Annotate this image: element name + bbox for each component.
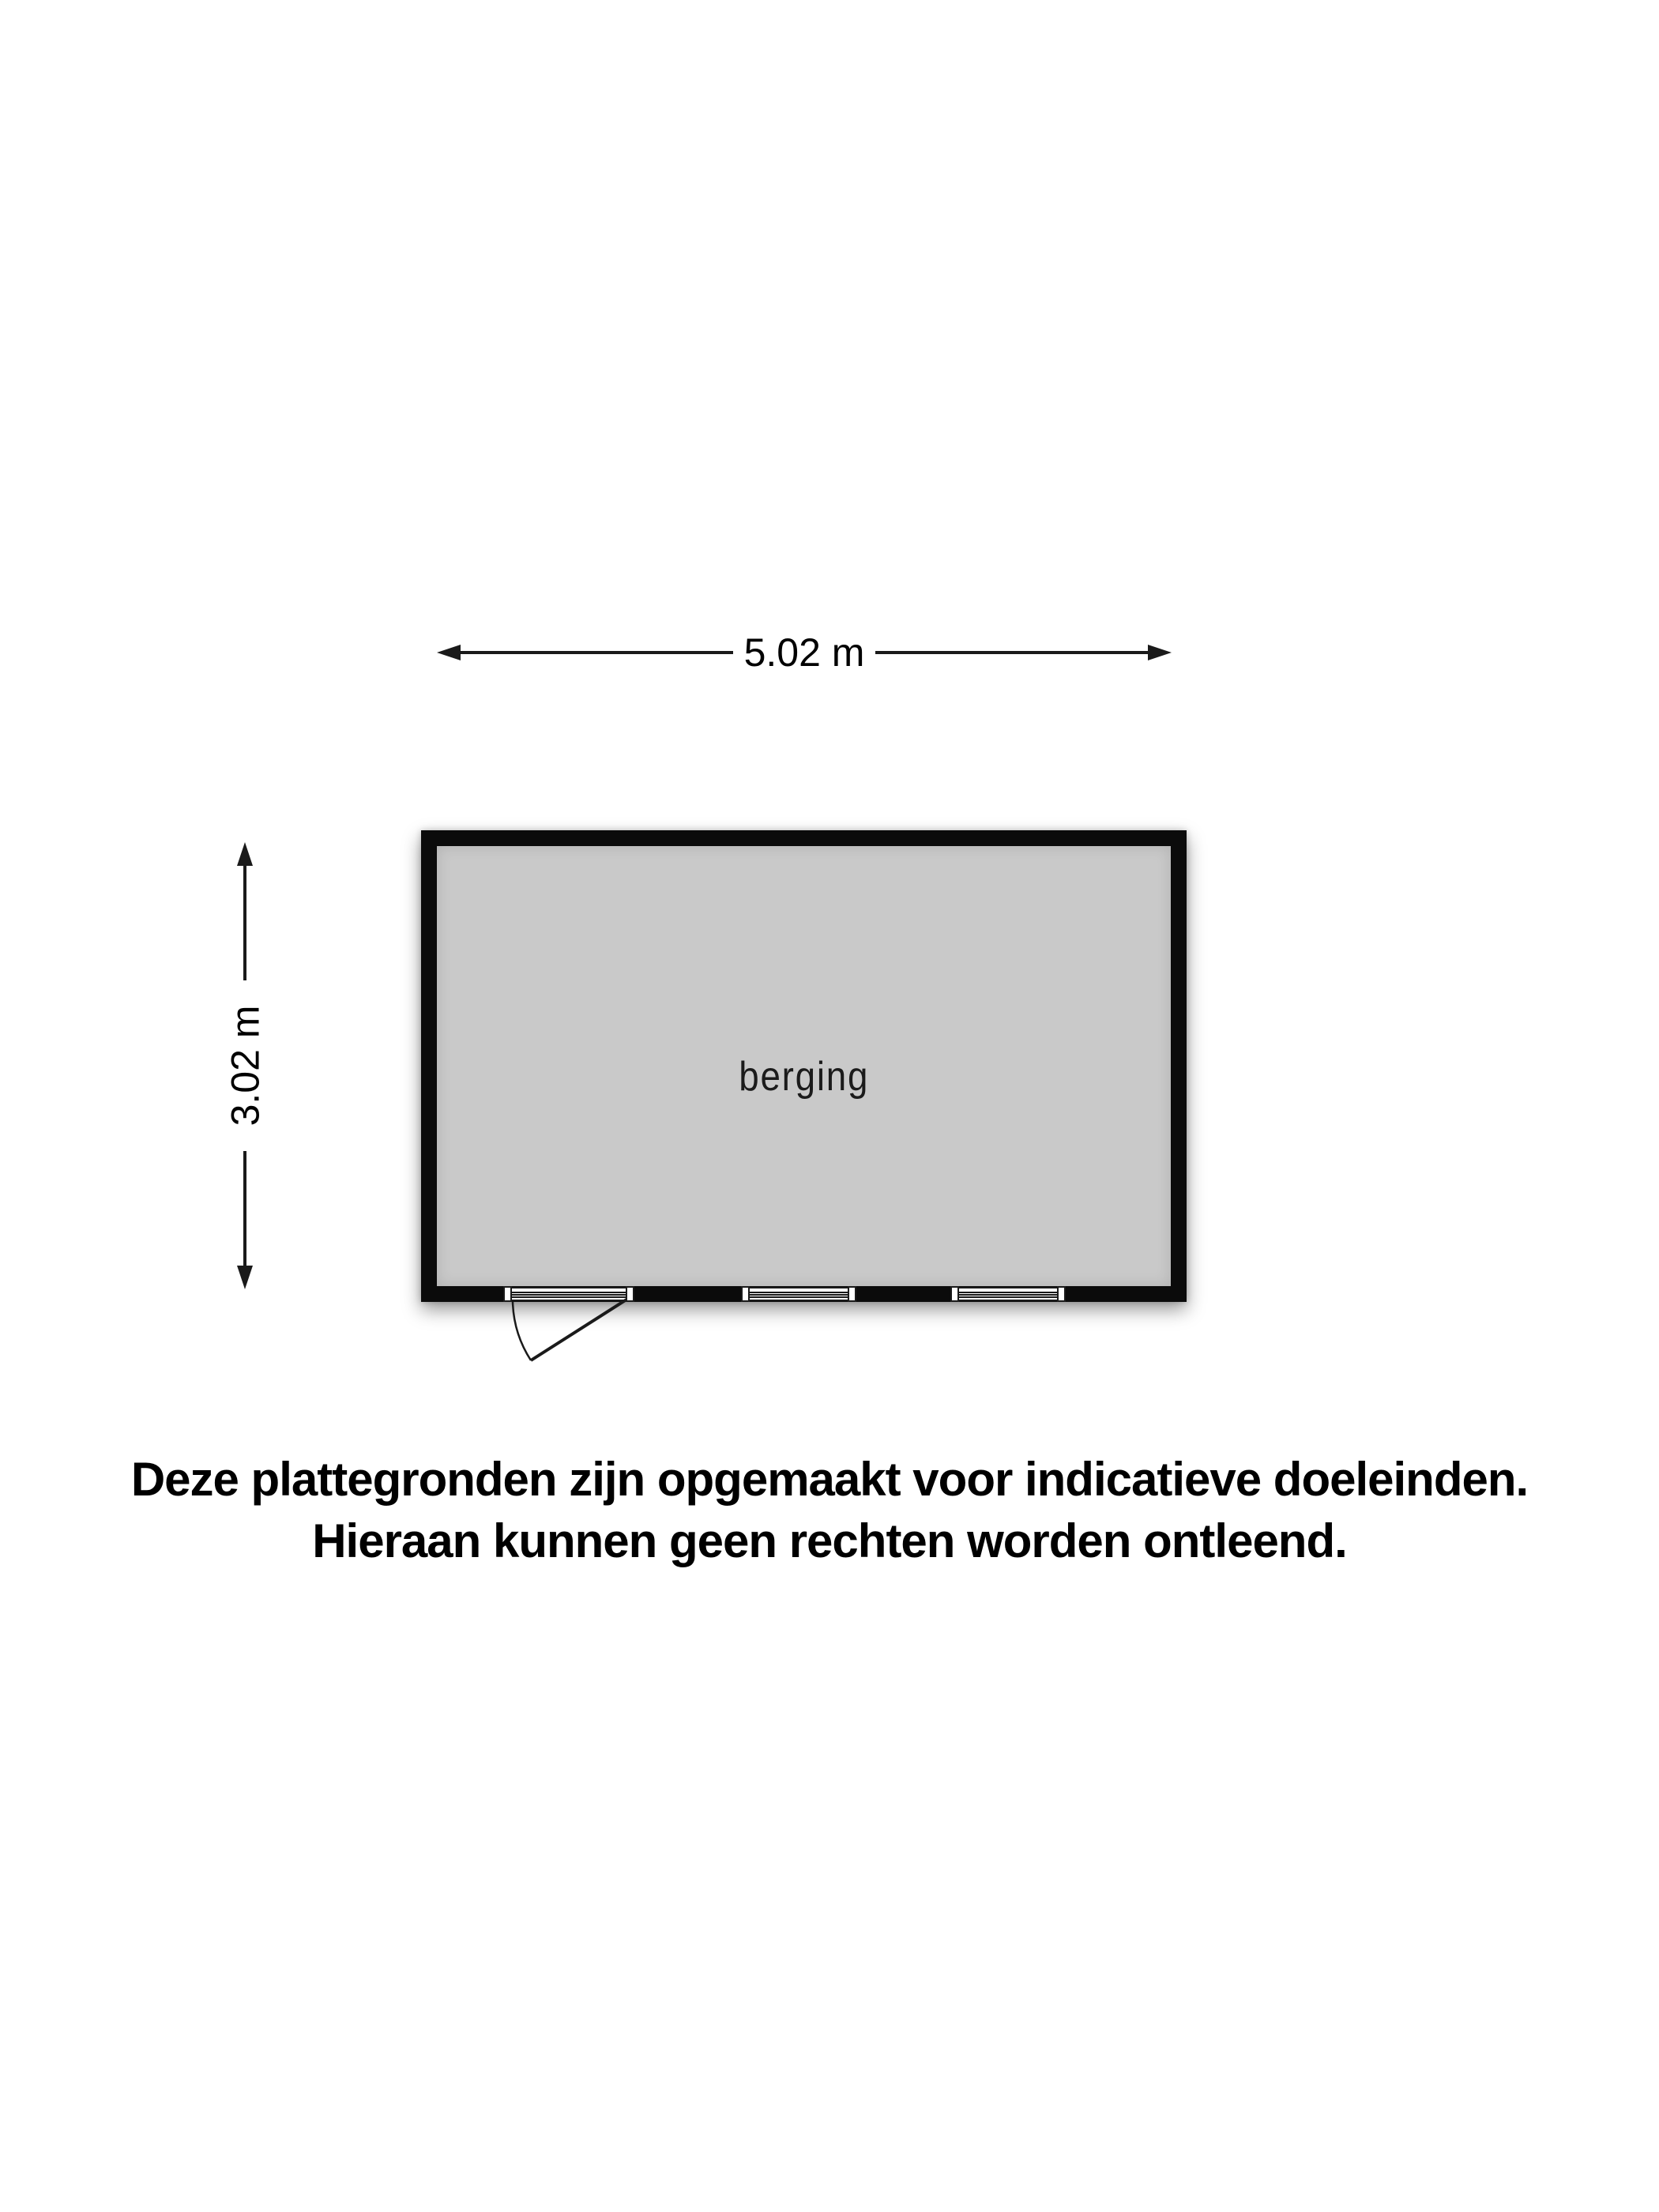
room-label: berging — [739, 1053, 869, 1100]
window-1 — [750, 1287, 848, 1301]
arrowhead-down-icon — [237, 1266, 253, 1289]
door-swing-icon — [474, 1280, 695, 1406]
height-dimension — [223, 842, 267, 1289]
arrowhead-right-icon — [1148, 645, 1172, 660]
dimension-line — [243, 866, 246, 980]
arrowhead-left-icon — [437, 645, 461, 660]
dimension-line — [243, 1151, 246, 1266]
dimension-line — [875, 651, 1148, 654]
disclaimer-line-2: Hieraan kunnen geen rechten worden ontleend. — [312, 1514, 1347, 1567]
room-berging — [421, 830, 1187, 1302]
width-dimension — [437, 632, 1172, 673]
disclaimer — [0, 1449, 1659, 1572]
disclaimer-line-1: Deze plattegronden zijn opgemaakt voor indicatieve doeleinden. — [130, 1453, 1529, 1506]
window-2-jamb-left — [950, 1286, 959, 1302]
height-dimension-label-wrap — [223, 980, 267, 1151]
dimension-line — [461, 651, 733, 654]
arrowhead-up-icon — [237, 842, 253, 866]
window-2 — [959, 1287, 1057, 1301]
window-1-jamb-left — [741, 1286, 750, 1302]
window-1-jamb-right — [848, 1286, 856, 1302]
window-2-jamb-right — [1057, 1286, 1066, 1302]
height-dimension-label: 3.02 m — [223, 1005, 268, 1127]
width-dimension-label: 5.02 m — [743, 630, 865, 675]
